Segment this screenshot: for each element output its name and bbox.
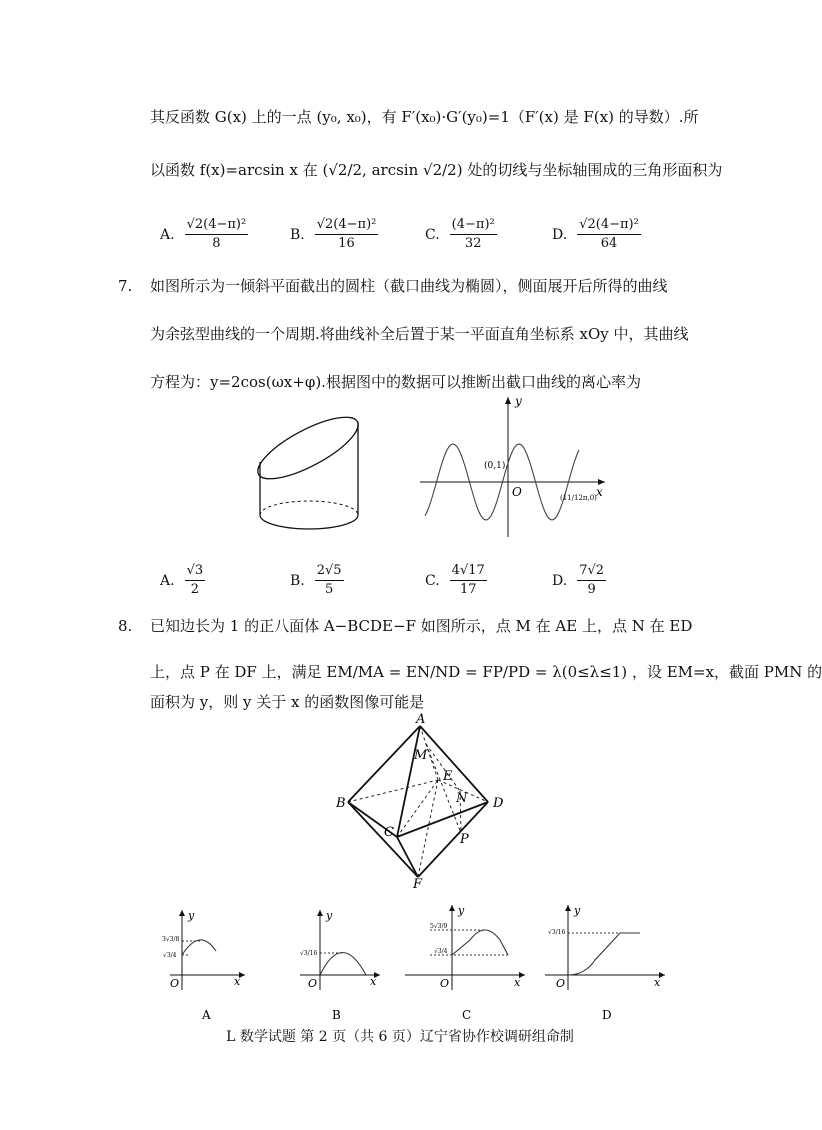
q7-cylinder-figure: [250, 400, 370, 540]
point-m-label: M: [414, 748, 428, 763]
q6-text-line1: 其反函数 G(x) 上的一点 (y₀, x₀)，有 F′(x₀)·G′(y₀)=1（F′(x) 是 F(x) 的导数）.所: [150, 108, 699, 126]
q8-graph-c: [400, 900, 530, 1025]
svg-text:√3/16: √3/16: [300, 950, 318, 957]
svg-text:5√3/9: 5√3/9: [430, 923, 448, 930]
q7-graph-x-label: x: [596, 485, 603, 499]
q6-option-d: D. $\frac{\text{√2(4−π)²}}{64}$: [552, 217, 639, 251]
svg-text:O: O: [556, 977, 566, 990]
q8-graph-b: [290, 905, 385, 1025]
vertex-c-label: C: [384, 825, 394, 840]
point-n-label: N: [456, 791, 468, 806]
q8-graph-a-caption: A: [202, 1008, 211, 1022]
vertex-a-label: A: [416, 712, 426, 727]
q6-line2-post: 处的切线与坐标轴围成的三角形面积为: [467, 161, 723, 179]
svg-text:3√3/8: 3√3/8: [162, 936, 180, 943]
q8-graph-d: [540, 900, 670, 1025]
q6-option-a: A. $\frac{\text{√2(4−π)²}}{8}$: [160, 217, 247, 251]
q7-text-line2: 为余弦型曲线的一个周期.将曲线补全后置于某一平面直角坐标系 xOy 中，其曲线: [150, 325, 689, 343]
q7-option-d: D. $\frac{7√2}{9}$: [552, 563, 605, 597]
q7-text-line3: 方程为：y=2cos(ωx+φ).根据图中的数据可以推断出截口曲线的离心率为: [150, 373, 641, 391]
vertex-f-label: F: [413, 877, 423, 892]
q7-graph-y-label: y: [515, 394, 522, 408]
q6-option-b: B. $\frac{\text{√2(4−π)²}}{16}$: [290, 217, 377, 251]
q8-graph-d-caption: D: [602, 1008, 612, 1022]
svg-text:y: y: [326, 909, 333, 922]
vertex-d-label: D: [493, 796, 504, 811]
page-footer: L 数学试题 第 2 页（共 6 页）辽宁省协作校调研组命制: [226, 1029, 574, 1045]
q8-graph-b-caption: B: [332, 1008, 341, 1022]
svg-text:y: y: [574, 904, 581, 917]
q7-option-a: A. $\frac{√3}{2}$: [160, 563, 204, 597]
svg-text:O: O: [170, 977, 180, 990]
svg-text:x: x: [370, 975, 377, 988]
q8-graph-a: [160, 905, 250, 1025]
q6-text-line2: [150, 158, 722, 182]
q6-line2-pre: 以函数 f(x)=arcsin x 在: [150, 161, 318, 179]
q7-option-c: C. $\frac{4√17}{17}$: [425, 563, 485, 597]
q7-text-line1: 如图所示为一倾斜平面截出的圆柱（截口曲线为椭圆），侧面展开后所得的曲线: [150, 277, 668, 295]
q8-octahedron-figure: [330, 712, 520, 892]
q7-number: 7.: [118, 277, 133, 295]
svg-text:O: O: [440, 977, 450, 990]
q7-option-b: B. $\frac{2√5}{5}$: [290, 563, 342, 597]
svg-text:√3/4: √3/4: [163, 952, 177, 959]
q8-ratio-equation: EM/MA = EN/ND = FP/PD = λ(0≤λ≤1): [326, 663, 628, 681]
svg-text:x: x: [234, 975, 241, 988]
q8-text-line2: 上，点 P 在 DF 上，满足 EM/MA = EN/ND = FP/PD = λ(0≤λ≤1) ，设 EM=x，截面 PMN 的: [150, 663, 822, 681]
vertex-b-label: B: [336, 796, 346, 811]
svg-text:y: y: [188, 909, 195, 922]
q6-option-c: C. $\frac{\text{(4−π)²}}{32}$: [425, 217, 495, 251]
q8-graph-c-caption: C: [462, 1008, 472, 1022]
q8-text-line3: 面积为 y，则 y 关于 x 的函数图像可能是: [150, 693, 425, 711]
svg-text:x: x: [514, 976, 521, 989]
q6-line2-point: (√2/2, arcsin √2/2): [322, 161, 463, 179]
q7-graph-point2: (11/12π,0): [560, 494, 597, 502]
vertex-e-label: E: [443, 769, 453, 784]
q7-graph-origin: O: [512, 485, 522, 499]
svg-text:√3/16: √3/16: [548, 929, 566, 936]
q7-graph-point1: (0,1): [484, 461, 506, 471]
svg-text:x: x: [654, 976, 661, 989]
svg-text:√3/4: √3/4: [434, 948, 448, 955]
q8-text-line1: 已知边长为 1 的正八面体 A−BCDE−F 如图所示，点 M 在 AE 上，点 N 在 ED: [150, 617, 693, 635]
q7-cosine-graph: [420, 392, 610, 542]
svg-text:y: y: [458, 904, 465, 917]
svg-text:O: O: [308, 977, 318, 990]
point-p-label: P: [460, 832, 469, 847]
q8-number: 8.: [118, 617, 133, 635]
